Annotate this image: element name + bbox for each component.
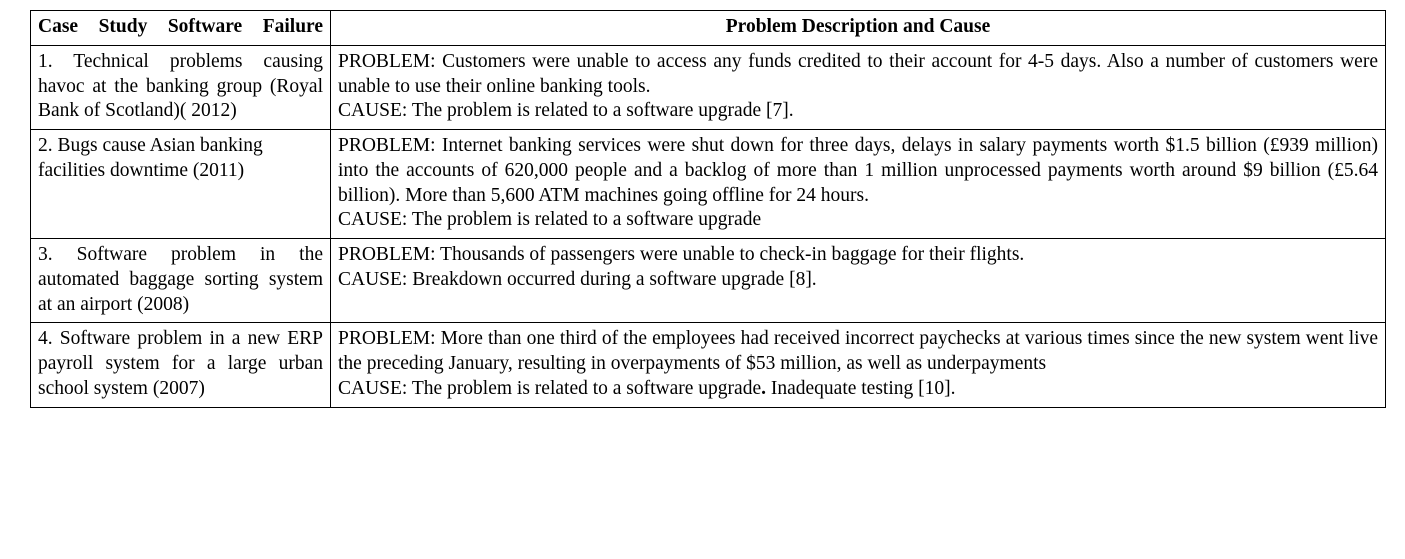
table-row: [31, 130, 1386, 239]
problem-text: PROBLEM: Internet banking services were shut down for three days, delays in salary payments worth $1.5 billion (£939 million) into the accounts of 620,000 people and a backlog of more than 1 million unprocessed payments worth around $9 billion (£5.64 billion). More than 5,600 ATM machines going offline for 24 hours.: [338, 135, 1378, 206]
problem-text: PROBLEM: Customers were unable to access any funds credited to their account for 4-5 days. Also a number of customers were unable to use their online banking tools.: [338, 50, 1378, 97]
cause-text: CAUSE: The problem is related to a software upgrade [7].: [338, 100, 794, 122]
description-cell: [331, 239, 1386, 323]
cause-text: CAUSE: Breakdown occurred during a software upgrade [8].: [338, 268, 817, 290]
case-cell: 2. Bugs cause Asian banking facilities downtime (2011): [31, 130, 331, 239]
header-cell-case: Case Study Software Failure: [31, 11, 331, 46]
description-cell: [331, 130, 1386, 239]
description-cell: [331, 45, 1386, 129]
cause-text: CAUSE: The problem is related to a software upgrade: [338, 209, 762, 231]
cause-suffix: Inadequate testing [10].: [765, 377, 956, 399]
table-row: [31, 45, 1386, 129]
case-cell: 1. Technical problems causing havoc at the banking group (Royal Bank of Scotland)( 2012): [31, 45, 331, 129]
cause-emphasis: .: [761, 377, 766, 399]
problem-text: PROBLEM: More than one third of the employees had received incorrect paychecks at various times since the new system went live the preceding January, resulting in overpayments of $53 million, as well as underpayments: [338, 328, 1378, 374]
case-cell: 3. Software problem in the automated baggage sorting system at an airport (2008): [31, 239, 331, 323]
problem-text: PROBLEM: Thousands of passengers were unable to check-in baggage for their flights.: [338, 244, 1025, 265]
table-row: [31, 239, 1386, 323]
table-header-row: [31, 11, 1386, 46]
header-cell-description: Problem Description and Cause: [331, 11, 1386, 46]
case-study-table: [30, 10, 1386, 408]
cause-text: [338, 377, 1378, 402]
table-row: [31, 323, 1386, 407]
cause-prefix: CAUSE: The problem is related to a software upgrade: [338, 377, 762, 399]
description-cell: [331, 323, 1386, 407]
case-cell: 4. Software problem in a new ERP payroll system for a large urban school system (2007): [31, 323, 331, 407]
